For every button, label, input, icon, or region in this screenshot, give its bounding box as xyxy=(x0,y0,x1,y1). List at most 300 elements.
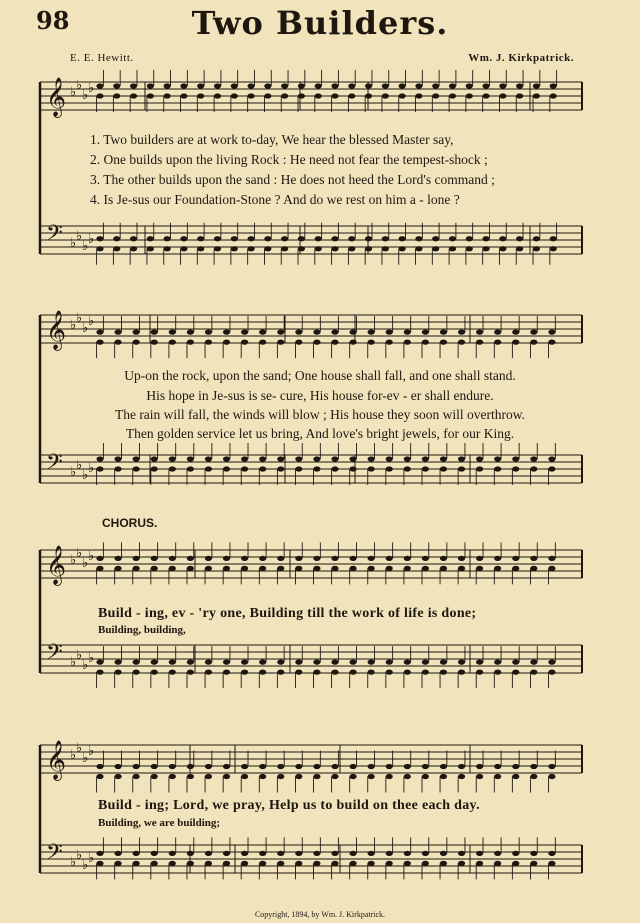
note-head xyxy=(331,236,338,241)
note-head xyxy=(169,330,176,335)
note-head xyxy=(331,660,338,665)
note-head xyxy=(147,83,154,88)
note-head xyxy=(530,466,537,471)
note-head xyxy=(548,456,555,461)
note-head xyxy=(187,774,194,779)
note-head xyxy=(386,466,393,471)
bass-clef: 𝄢 xyxy=(46,450,63,480)
note-head xyxy=(151,851,158,856)
note-head xyxy=(415,83,422,88)
note-head xyxy=(169,660,176,665)
note-head xyxy=(223,330,230,335)
note-head xyxy=(241,340,248,345)
note-head xyxy=(368,764,375,769)
flat-sign: ♭ xyxy=(82,468,89,483)
note-head xyxy=(180,93,187,98)
note-head xyxy=(382,83,389,88)
note-head xyxy=(440,774,447,779)
note-head xyxy=(133,851,140,856)
note-head xyxy=(476,330,483,335)
note-head xyxy=(476,556,483,561)
note-head xyxy=(151,660,158,665)
note-head xyxy=(114,466,121,471)
flat-sign: ♭ xyxy=(76,311,83,326)
bass-clef: 𝄢 xyxy=(46,840,63,870)
note-head xyxy=(533,246,540,251)
note-head xyxy=(169,466,176,471)
note-head xyxy=(348,83,355,88)
note-head xyxy=(133,861,140,866)
note-head xyxy=(151,456,158,461)
note-head xyxy=(530,566,537,571)
note-head xyxy=(259,330,266,335)
note-head xyxy=(494,556,501,561)
note-head xyxy=(550,236,557,241)
note-head xyxy=(277,566,284,571)
note-head xyxy=(259,764,266,769)
note-head xyxy=(295,774,302,779)
note-head xyxy=(114,330,121,335)
note-head xyxy=(476,456,483,461)
note-head xyxy=(368,774,375,779)
note-head xyxy=(548,330,555,335)
note-head xyxy=(147,93,154,98)
note-head xyxy=(516,83,523,88)
note-head xyxy=(295,670,302,675)
note-head xyxy=(277,340,284,345)
note-head xyxy=(331,83,338,88)
note-head xyxy=(197,246,204,251)
note-head xyxy=(386,764,393,769)
note-head xyxy=(404,851,411,856)
note-head xyxy=(512,851,519,856)
note-head xyxy=(130,83,137,88)
note-head xyxy=(187,456,194,461)
note-head xyxy=(440,466,447,471)
note-head xyxy=(482,246,489,251)
note-head xyxy=(205,566,212,571)
note-head xyxy=(96,340,103,345)
note-head xyxy=(349,670,356,675)
note-head xyxy=(349,466,356,471)
note-head xyxy=(415,236,422,241)
note-head xyxy=(548,670,555,675)
note-head xyxy=(313,660,320,665)
note-head xyxy=(151,330,158,335)
note-head xyxy=(130,246,137,251)
flat-sign: ♭ xyxy=(82,239,89,254)
note-head xyxy=(295,566,302,571)
note-head xyxy=(187,466,194,471)
note-head xyxy=(386,861,393,866)
note-head xyxy=(241,764,248,769)
note-head xyxy=(281,246,288,251)
treble-clef: 𝄞 xyxy=(46,545,67,585)
flat-sign: ♭ xyxy=(88,744,95,759)
note-head xyxy=(422,340,429,345)
note-head xyxy=(458,670,465,675)
note-head xyxy=(365,83,372,88)
chorus-line-1: Build - ing, ev - 'ry one, Building till the work of life is done; xyxy=(98,606,477,621)
note-head xyxy=(349,851,356,856)
note-head xyxy=(368,340,375,345)
note-head xyxy=(264,93,271,98)
note-head xyxy=(223,774,230,779)
note-head xyxy=(277,851,284,856)
note-head xyxy=(530,456,537,461)
note-head xyxy=(516,246,523,251)
note-head xyxy=(349,330,356,335)
note-head xyxy=(512,466,519,471)
note-head xyxy=(295,861,302,866)
note-head xyxy=(368,670,375,675)
note-head xyxy=(205,764,212,769)
note-head xyxy=(151,774,158,779)
note-head xyxy=(313,330,320,335)
note-head xyxy=(386,851,393,856)
page-title: Two Builders. xyxy=(191,4,449,42)
note-head xyxy=(114,660,121,665)
note-head xyxy=(164,93,171,98)
note-head xyxy=(187,861,194,866)
note-head xyxy=(512,861,519,866)
treble-clef: 𝄞 xyxy=(46,310,67,350)
note-head xyxy=(277,330,284,335)
note-head xyxy=(399,246,406,251)
note-head xyxy=(494,466,501,471)
note-head xyxy=(440,556,447,561)
note-head xyxy=(133,774,140,779)
note-head xyxy=(368,330,375,335)
note-head xyxy=(259,851,266,856)
note-head xyxy=(205,340,212,345)
note-head xyxy=(223,340,230,345)
note-head xyxy=(533,83,540,88)
note-head xyxy=(151,764,158,769)
note-head xyxy=(548,340,555,345)
note-head xyxy=(533,93,540,98)
note-head xyxy=(348,236,355,241)
note-head xyxy=(295,556,302,561)
flat-sign: ♭ xyxy=(88,549,95,564)
note-head xyxy=(259,566,266,571)
note-head xyxy=(458,556,465,561)
note-head xyxy=(180,246,187,251)
note-head xyxy=(512,670,519,675)
note-head xyxy=(180,236,187,241)
note-head xyxy=(313,340,320,345)
note-head xyxy=(386,774,393,779)
note-head xyxy=(259,456,266,461)
note-head xyxy=(512,340,519,345)
note-head xyxy=(404,774,411,779)
note-head xyxy=(530,556,537,561)
note-head xyxy=(368,466,375,471)
flat-sign: ♭ xyxy=(76,741,83,756)
note-head xyxy=(277,861,284,866)
note-head xyxy=(187,670,194,675)
note-head xyxy=(313,861,320,866)
copyright-notice: Copyright, 1894, by Wm. J. Kirkpatrick. xyxy=(254,910,386,919)
note-head xyxy=(147,236,154,241)
note-head xyxy=(399,93,406,98)
note-head xyxy=(96,236,103,241)
flat-sign: ♭ xyxy=(70,236,77,251)
note-head xyxy=(247,83,254,88)
note-head xyxy=(223,456,230,461)
note-head xyxy=(187,340,194,345)
note-head xyxy=(241,851,248,856)
note-head xyxy=(512,556,519,561)
note-head xyxy=(476,660,483,665)
note-head xyxy=(548,660,555,665)
note-head xyxy=(313,556,320,561)
note-head xyxy=(548,556,555,561)
note-head xyxy=(241,774,248,779)
note-head xyxy=(530,330,537,335)
note-head xyxy=(349,456,356,461)
note-head xyxy=(295,851,302,856)
note-head xyxy=(96,861,103,866)
note-head xyxy=(277,670,284,675)
note-head xyxy=(223,670,230,675)
note-head xyxy=(96,764,103,769)
flat-sign: ♭ xyxy=(88,651,95,666)
note-head xyxy=(187,660,194,665)
note-head xyxy=(349,566,356,571)
note-head xyxy=(187,764,194,769)
note-head xyxy=(399,236,406,241)
note-head xyxy=(223,466,230,471)
note-head xyxy=(259,861,266,866)
note-head xyxy=(151,340,158,345)
note-head xyxy=(151,670,158,675)
note-head xyxy=(96,566,103,571)
note-head xyxy=(512,764,519,769)
note-head xyxy=(164,246,171,251)
note-head xyxy=(114,556,121,561)
note-head xyxy=(313,566,320,571)
note-head xyxy=(331,246,338,251)
note-head xyxy=(247,246,254,251)
note-head xyxy=(530,660,537,665)
note-head xyxy=(169,566,176,571)
note-head xyxy=(214,83,221,88)
note-head xyxy=(404,660,411,665)
note-head xyxy=(133,330,140,335)
note-head xyxy=(96,660,103,665)
note-head xyxy=(422,566,429,571)
note-head xyxy=(169,670,176,675)
note-head xyxy=(386,566,393,571)
note-head xyxy=(494,774,501,779)
note-head xyxy=(180,83,187,88)
note-head xyxy=(458,851,465,856)
note-head xyxy=(264,246,271,251)
note-head xyxy=(96,774,103,779)
note-head xyxy=(241,861,248,866)
note-head xyxy=(331,466,338,471)
note-head xyxy=(404,466,411,471)
note-head xyxy=(550,246,557,251)
verse-2-line-2: His hope in Je-sus is se- cure, His house for-ev - er shall endure. xyxy=(146,388,494,403)
note-head xyxy=(259,774,266,779)
note-head xyxy=(277,456,284,461)
note-head xyxy=(277,660,284,665)
bass-clef: 𝄢 xyxy=(46,640,63,670)
note-head xyxy=(476,861,483,866)
note-head xyxy=(512,774,519,779)
note-head xyxy=(440,764,447,769)
note-head xyxy=(440,566,447,571)
note-head xyxy=(422,861,429,866)
note-head xyxy=(331,330,338,335)
flat-sign: ♭ xyxy=(76,848,83,863)
note-head xyxy=(516,93,523,98)
note-head xyxy=(231,83,238,88)
note-head xyxy=(247,236,254,241)
flat-sign: ♭ xyxy=(76,546,83,561)
note-head xyxy=(458,566,465,571)
note-head xyxy=(295,456,302,461)
note-head xyxy=(187,556,194,561)
note-head xyxy=(440,851,447,856)
note-head xyxy=(404,670,411,675)
note-head xyxy=(96,330,103,335)
note-head xyxy=(259,556,266,561)
flat-sign: ♭ xyxy=(82,751,89,766)
flat-sign: ♭ xyxy=(70,855,77,870)
note-head xyxy=(386,660,393,665)
note-head xyxy=(494,566,501,571)
note-head xyxy=(512,566,519,571)
note-head xyxy=(169,764,176,769)
note-head xyxy=(386,670,393,675)
note-head xyxy=(133,660,140,665)
note-head xyxy=(96,83,103,88)
note-head xyxy=(133,466,140,471)
note-head xyxy=(449,93,456,98)
note-head xyxy=(365,236,372,241)
note-head xyxy=(331,670,338,675)
note-head xyxy=(151,466,158,471)
note-head xyxy=(277,466,284,471)
note-head xyxy=(466,246,473,251)
note-head xyxy=(349,340,356,345)
note-head xyxy=(264,236,271,241)
note-head xyxy=(205,851,212,856)
note-head xyxy=(114,566,121,571)
note-head xyxy=(368,456,375,461)
flat-sign: ♭ xyxy=(82,658,89,673)
note-head xyxy=(130,236,137,241)
note-head xyxy=(295,660,302,665)
note-head xyxy=(277,556,284,561)
note-head xyxy=(386,330,393,335)
note-head xyxy=(382,93,389,98)
note-head xyxy=(205,466,212,471)
note-head xyxy=(147,246,154,251)
note-head xyxy=(382,246,389,251)
note-head xyxy=(365,93,372,98)
note-head xyxy=(331,456,338,461)
note-head xyxy=(298,83,305,88)
note-head xyxy=(548,851,555,856)
chorus-line-2: Build - ing; Lord, we pray, Help us to build on thee each day. xyxy=(98,798,480,813)
note-head xyxy=(349,660,356,665)
note-head xyxy=(440,340,447,345)
note-head xyxy=(315,246,322,251)
note-head xyxy=(197,93,204,98)
note-head xyxy=(197,236,204,241)
note-head xyxy=(298,93,305,98)
note-head xyxy=(530,764,537,769)
note-head xyxy=(476,764,483,769)
note-head xyxy=(241,670,248,675)
note-head xyxy=(96,670,103,675)
note-head xyxy=(458,774,465,779)
flat-sign: ♭ xyxy=(82,321,89,336)
note-head xyxy=(133,456,140,461)
note-head xyxy=(458,764,465,769)
note-head xyxy=(281,83,288,88)
note-head xyxy=(499,93,506,98)
note-head xyxy=(548,566,555,571)
note-head xyxy=(281,93,288,98)
note-head xyxy=(415,246,422,251)
note-head xyxy=(482,236,489,241)
note-head xyxy=(113,236,120,241)
note-head xyxy=(259,466,266,471)
flat-sign: ♭ xyxy=(76,458,83,473)
verse-1-line-1: 1. Two builders are at work to-day, We hear the blessed Master say, xyxy=(90,132,454,147)
note-head xyxy=(512,330,519,335)
note-head xyxy=(315,93,322,98)
note-head xyxy=(331,851,338,856)
note-head xyxy=(476,566,483,571)
note-head xyxy=(114,851,121,856)
note-head xyxy=(368,861,375,866)
flat-sign: ♭ xyxy=(88,81,95,96)
note-head xyxy=(231,93,238,98)
note-head xyxy=(223,764,230,769)
chorus-line-1-bass-echo: Building, building, xyxy=(98,624,186,636)
note-head xyxy=(114,340,121,345)
note-head xyxy=(214,236,221,241)
note-head xyxy=(404,556,411,561)
note-head xyxy=(466,93,473,98)
note-head xyxy=(96,93,103,98)
note-head xyxy=(130,93,137,98)
note-head xyxy=(382,236,389,241)
note-head xyxy=(114,774,121,779)
note-head xyxy=(295,340,302,345)
note-head xyxy=(113,93,120,98)
note-head xyxy=(348,93,355,98)
note-head xyxy=(231,246,238,251)
treble-clef: 𝄞 xyxy=(46,740,67,780)
note-head xyxy=(331,774,338,779)
note-head xyxy=(458,340,465,345)
note-head xyxy=(197,83,204,88)
note-head xyxy=(476,670,483,675)
note-head xyxy=(164,83,171,88)
flat-sign: ♭ xyxy=(76,78,83,93)
note-head xyxy=(494,330,501,335)
flat-sign: ♭ xyxy=(76,648,83,663)
note-head xyxy=(422,556,429,561)
note-head xyxy=(223,566,230,571)
